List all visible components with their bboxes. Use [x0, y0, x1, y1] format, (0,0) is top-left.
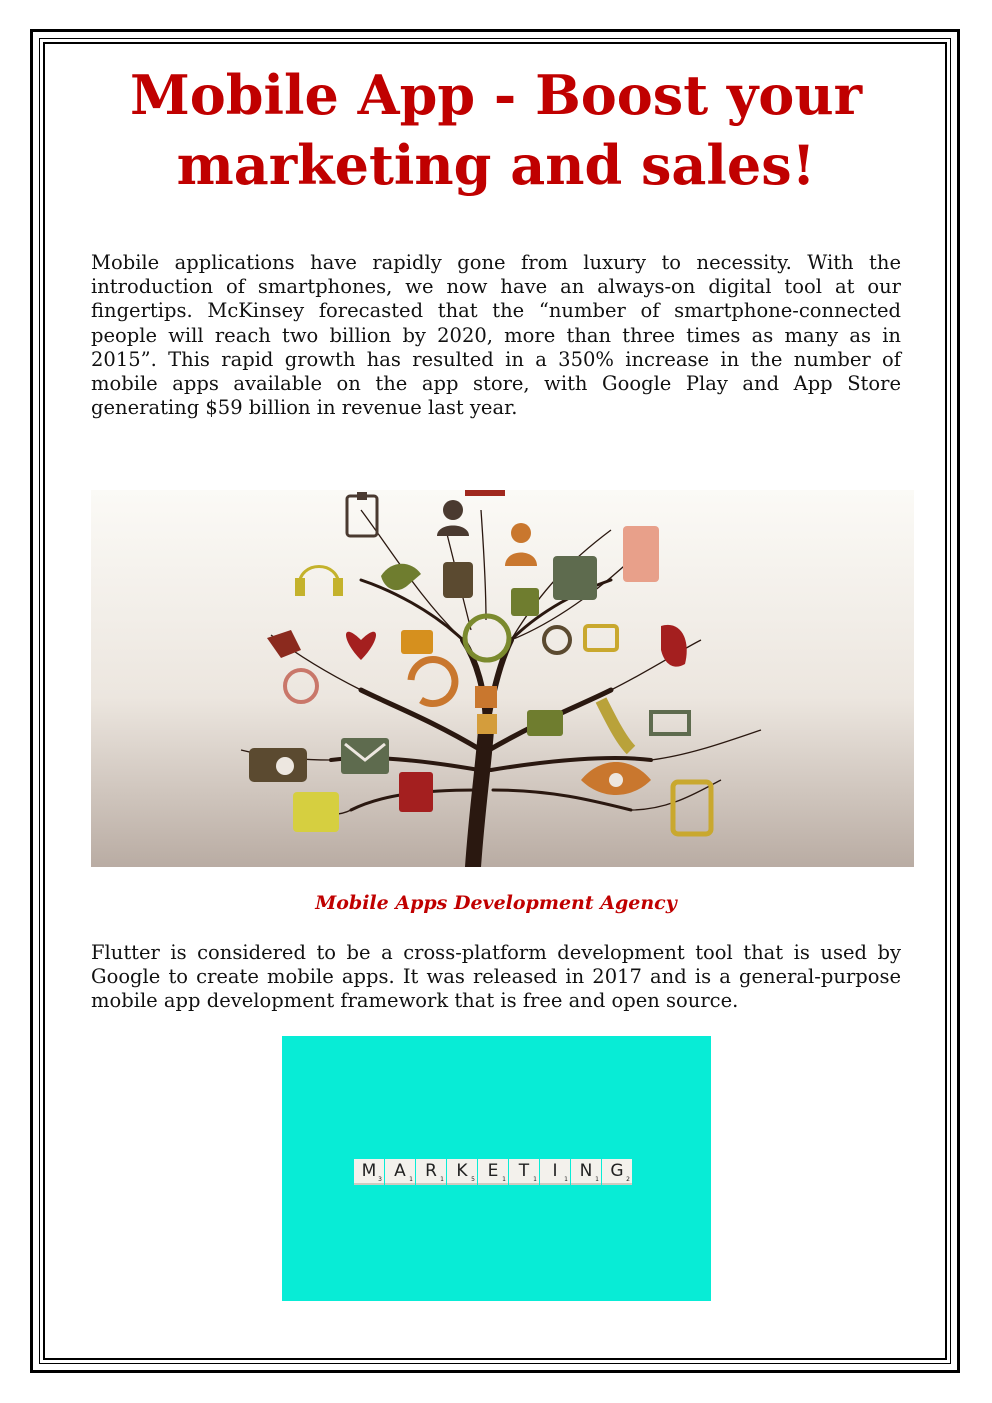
- letter-tile: [385, 1159, 415, 1185]
- image-caption: Mobile Apps Development Agency: [315, 892, 677, 914]
- tile-score: 2: [626, 1176, 630, 1183]
- flutter-paragraph: Flutter is considered to be a cross-platform development tool that is used by Google to create mobile apps. It was released in 2017 and is a general-purpose mobile app development framework that is free and open source.: [91, 941, 901, 1013]
- letter-tile: [416, 1159, 446, 1185]
- letter-tiles-row: [354, 1159, 632, 1185]
- letter-tile: [447, 1159, 477, 1185]
- page-title: Mobile App - Boost your marketing and sales!: [129, 63, 863, 197]
- tile-score: 1: [502, 1176, 506, 1183]
- intro-paragraph: Mobile applications have rapidly gone from luxury to necessity. With the introduction of smartphones, we now have an always-on digital tool at our fingertips. McKinsey forecasted that the “number of smartphone-connected people will reach two billion by 2020, more than three times as many as in 2015”. This rapid growth has resulted in a 350% increase in the number of mobile apps available on the app store, with Google Play and App Store generating $59 billion in revenue last year.: [91, 251, 901, 420]
- tile-score: 1: [595, 1176, 599, 1183]
- marketing-tiles-image: [282, 1036, 711, 1301]
- tile-score: 1: [440, 1176, 444, 1183]
- tile-letter: N: [579, 1161, 593, 1181]
- letter-tile: [509, 1159, 539, 1185]
- tile-letter: K: [456, 1161, 468, 1181]
- letter-tile: [571, 1159, 601, 1185]
- tile-score: 1: [533, 1176, 537, 1183]
- tile-letter: R: [425, 1161, 437, 1181]
- letter-tile: [354, 1159, 384, 1185]
- tile-score: 5: [471, 1176, 475, 1183]
- social-media-tree-image: [91, 490, 914, 867]
- letter-tile: [602, 1159, 632, 1185]
- letter-tile: [540, 1159, 570, 1185]
- tile-letter: E: [487, 1161, 499, 1181]
- tile-score: 1: [409, 1176, 413, 1183]
- tile-letter: I: [552, 1161, 558, 1181]
- tile-score: 1: [564, 1176, 568, 1183]
- tile-letter: T: [518, 1161, 530, 1181]
- tile-score: 3: [378, 1176, 382, 1183]
- tile-letter: G: [610, 1161, 624, 1181]
- tile-letter: M: [361, 1161, 377, 1181]
- letter-tile: [478, 1159, 508, 1185]
- tile-letter: A: [394, 1161, 406, 1181]
